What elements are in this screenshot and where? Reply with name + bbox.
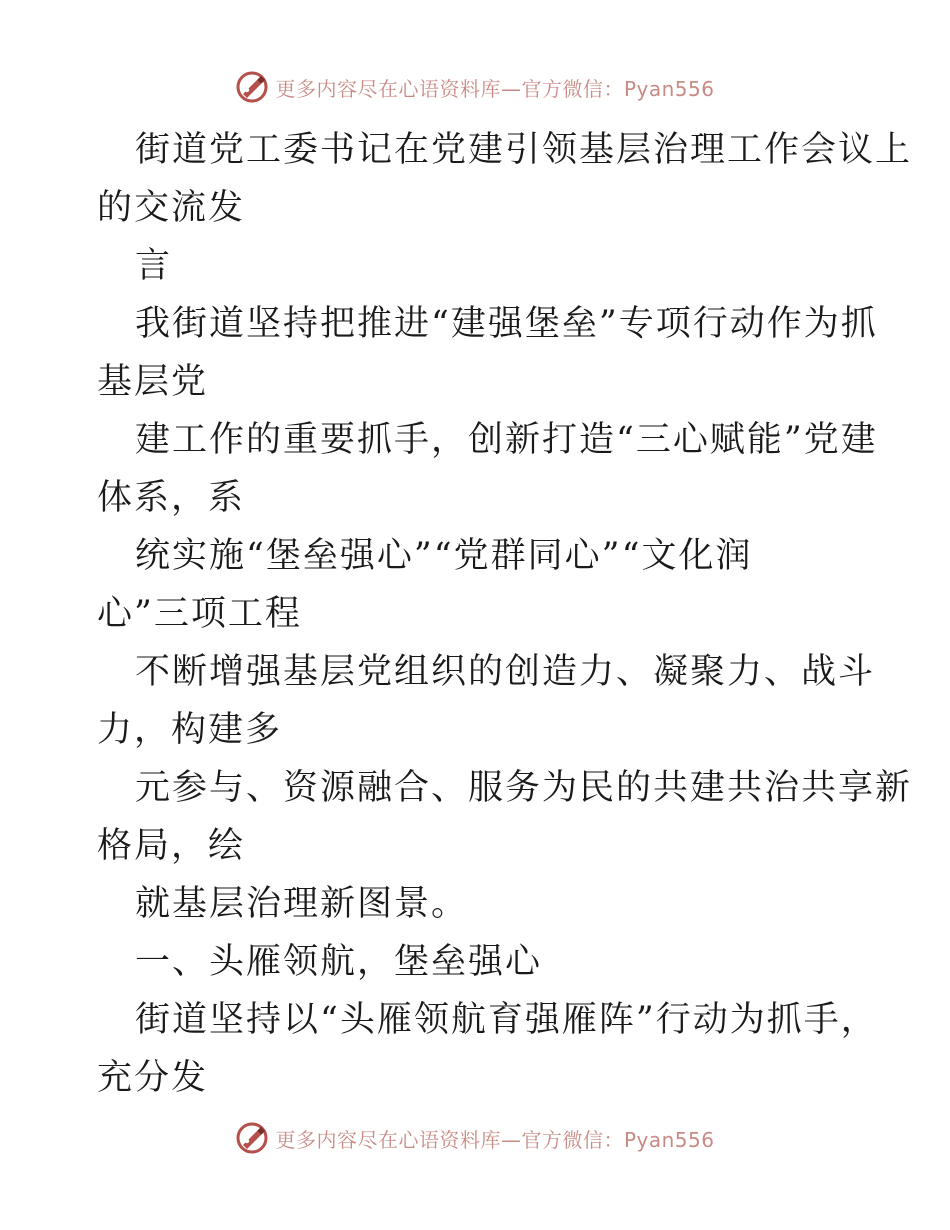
paragraph-line: 我街道坚持把推进“建强堡垒”专项行动作为抓 <box>135 304 878 344</box>
paragraph-line: 街道坚持以“头雁领航育强雁阵”行动为抓手， <box>135 1000 878 1040</box>
title-line-1: 街道党工委书记在党建引领基层治理工作会议上 <box>135 130 913 170</box>
banner-text: 更多内容尽在心语资料库—官方微信：Pyan556 <box>275 1127 715 1152</box>
section-heading: 一、头雁领航，堡垒强心 <box>135 942 543 982</box>
header-banner <box>0 70 950 104</box>
paragraph-line: 力，构建多 <box>97 710 283 750</box>
paragraph-line: 不断增强基层党组织的创造力、凝聚力、战斗 <box>135 652 876 692</box>
paragraph-line: 统实施“堡垒强心”“党群同心”“文化润 <box>135 536 753 576</box>
footer-banner <box>0 1121 950 1155</box>
paragraph-line: 格局，绘 <box>97 826 246 866</box>
title-line-2: 的交流发 <box>97 188 246 228</box>
pen-seal-icon <box>235 70 269 104</box>
paragraph-line: 建工作的重要抓手，创新打造“三心赋能”党建 <box>135 420 878 460</box>
paragraph-line: 充分发 <box>97 1058 209 1098</box>
paragraph-line: 心”三项工程 <box>97 594 302 634</box>
banner-text: 更多内容尽在心语资料库—官方微信：Pyan556 <box>275 76 715 101</box>
paragraph-line: 体系，系 <box>97 478 246 518</box>
paragraph-line: 元参与、资源融合、服务为民的共建共治共享新 <box>135 768 913 808</box>
document-body <box>97 121 913 1107</box>
paragraph-line: 基层党 <box>97 362 209 402</box>
paragraph-line: 就基层治理新图景。 <box>135 884 469 924</box>
pen-seal-icon <box>235 1121 269 1155</box>
title-line-3: 言 <box>135 246 173 286</box>
